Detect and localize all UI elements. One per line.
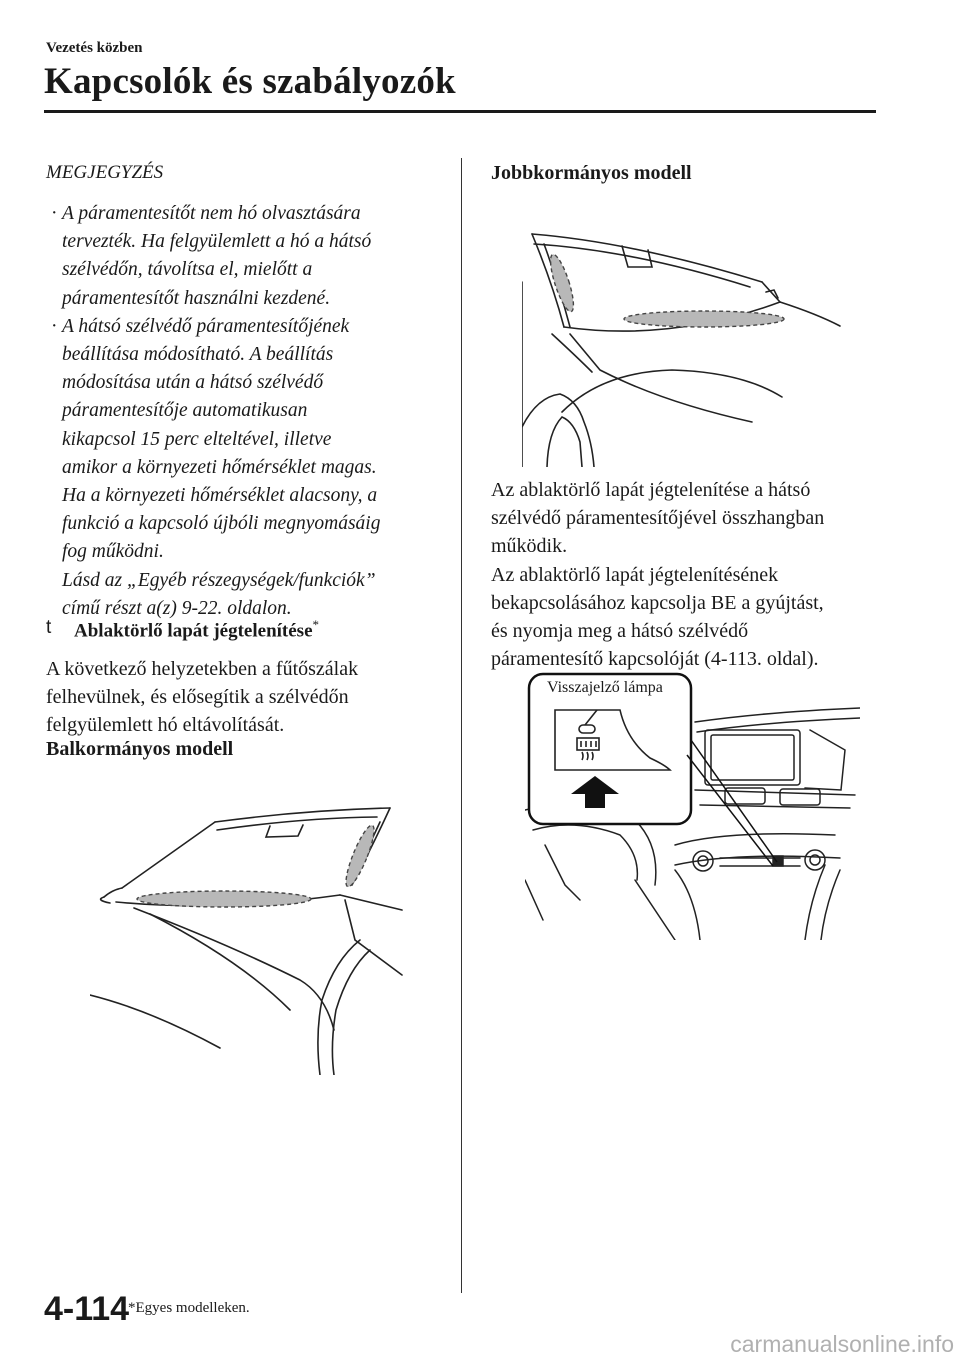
note-line: szélvédőn, távolítsa el, mielőtt a (62, 259, 313, 281)
intro-paragraph (46, 655, 456, 740)
note-line: című részt a(z) 9-22. oldalon. (62, 597, 292, 619)
note-heading: MEGJEGYZÉS (46, 162, 164, 183)
text-line: felgyülemlett hó eltávolítását. (46, 714, 285, 737)
text-line: működik. (491, 535, 568, 558)
bullet-dot: · (51, 203, 58, 224)
note-line: A hátsó szélvédő páramentesítőjének (62, 315, 350, 337)
column-divider (461, 158, 462, 1293)
section-label: Vezetés közben (46, 40, 143, 56)
wiper-heater-zone (137, 891, 311, 907)
rhd-model-label: Jobbkormányos modell (491, 162, 692, 184)
note-line: páramentesítőt használni kezdené. (62, 287, 331, 309)
note-list (46, 200, 446, 623)
title-rule (44, 110, 876, 113)
note-line: módosítása után a hátsó szélvédő (62, 372, 324, 394)
indicator-lamp-label: Visszajelző lámpa (547, 679, 663, 696)
bullet-dot: · (51, 315, 58, 337)
page-number: 4-114 (44, 1290, 130, 1328)
watermark: carmanualsonline.info (470, 1327, 960, 1362)
text-line: páramentesítő kapcsolóját (4-113. oldal). (491, 648, 819, 671)
note-item (46, 200, 446, 313)
text-line: szélvédő páramentesítőjével összhangban (491, 507, 825, 530)
center-display (705, 730, 800, 785)
note-line: amikor a környezeti hőmérséklet magas. (62, 456, 377, 478)
text-line: bekapcsolásához kapcsolja BE a gyújtást, (491, 591, 824, 614)
subsection-title: Ablaktörlő lapát jégtelenítése (74, 620, 313, 642)
footnote: *Egyes modelleken. (128, 1300, 250, 1316)
page-title: Kapcsolók és szabályozók (44, 61, 456, 102)
note-line: páramentesítője automatikusan (62, 400, 308, 422)
lhd-model-label: Balkormányos modell (46, 738, 234, 760)
pillar-heater-zone (341, 823, 379, 889)
note-item (46, 313, 446, 623)
wiper-heater-zone (624, 311, 784, 327)
note-line: tervezték. Ha felgyülemlett a hó a hátsó (62, 231, 372, 253)
note-line: funkció a kapcsoló újbóli megnyomásáig (62, 513, 381, 535)
text-line: A következő helyzetekben a fűtőszálak (46, 658, 359, 680)
right-paragraph (491, 476, 911, 673)
hvac-knob-right (805, 850, 825, 870)
note-line: kikapcsol 15 perc elteltével, illetve (62, 428, 332, 450)
dashboard-illustration (525, 670, 860, 940)
subsection-marker-icon: t (46, 617, 52, 638)
text-line: Az ablaktörlő lapát jégtelenítésének (491, 563, 779, 586)
text-line: és nyomja meg a hátsó szélvédő (491, 620, 749, 643)
text-line: felhevülnek, és elősegítik a szélvédőn (46, 686, 349, 709)
note-line: Ha a környezeti hőmérséklet alacsony, a (62, 485, 378, 507)
subsection-asterisk: * (312, 617, 320, 632)
subsection-heading (74, 617, 319, 642)
text-line: Az ablaktörlő lapát jégtelenítése a hátsó (491, 479, 811, 501)
note-line: fog működni. (62, 541, 164, 563)
rhd-windshield-illustration (522, 222, 842, 467)
note-line: A páramentesítőt nem hó olvasztására (62, 203, 361, 224)
note-line: beállítása módosítható. A beállítás (62, 344, 334, 366)
note-line: Lásd az „Egyéb részegységek/funkciók” (62, 569, 376, 591)
lhd-windshield-illustration (90, 800, 405, 1075)
